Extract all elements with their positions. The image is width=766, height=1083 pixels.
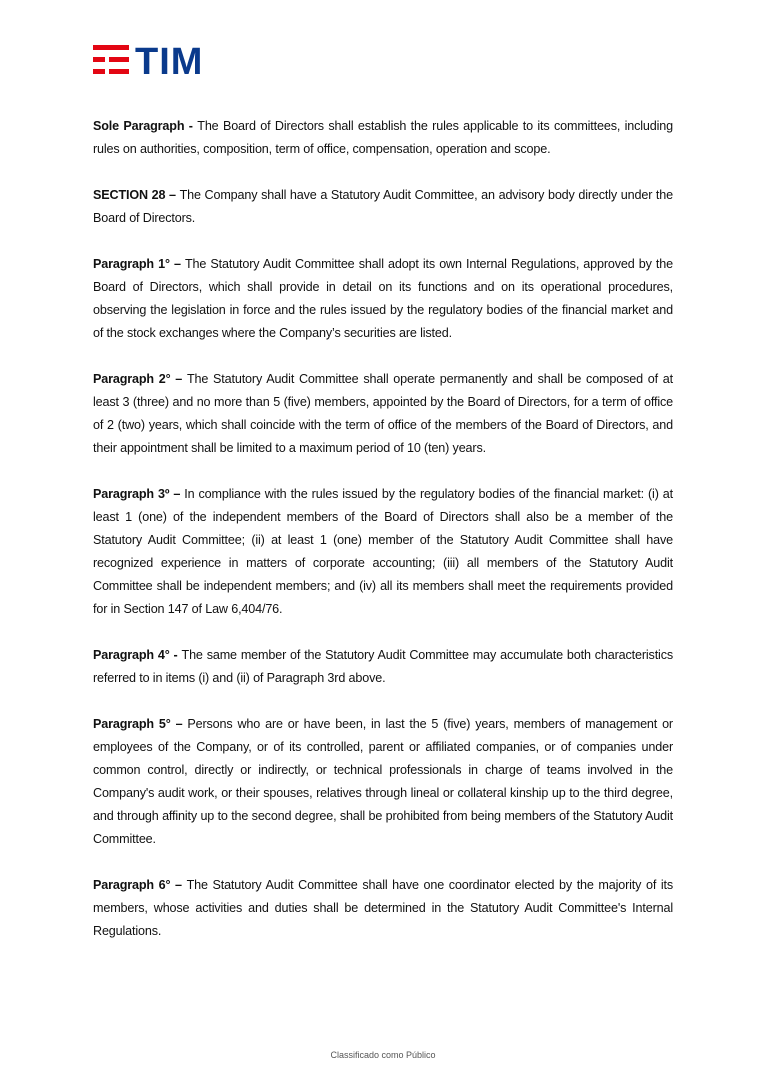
paragraph-label: Paragraph 2° (93, 372, 171, 386)
tim-logo-mark-icon (93, 45, 129, 79)
paragraph-separator: – (169, 257, 185, 271)
paragraph-separator: - (184, 119, 198, 133)
document-body (93, 115, 673, 966)
paragraph-label: Paragraph 4° (93, 648, 170, 662)
tim-logo (93, 41, 204, 83)
paragraph-separator: – (165, 188, 180, 202)
paragraph-separator: – (170, 878, 187, 892)
paragraph-1 (93, 253, 673, 345)
classification-footer: Classificado como Público (330, 1050, 436, 1060)
paragraph-text: The Company shall have a Statutory Audit Committee, an advisory body directly under the Board of Directors. (93, 188, 673, 225)
paragraph-separator: – (169, 487, 185, 501)
paragraph-text: The Statutory Audit Committee shall have one coordinator elected by the majority of its members, whose activities and duties shall be determined in the Statutory Audit Committee's Internal Regulations. (93, 878, 673, 938)
paragraph-separator: - (169, 648, 182, 662)
paragraph-text: The Statutory Audit Committee shall adopt its own Internal Regulations, approved by the Board of Directors, which shall provide in detail on its functions and on its operational procedures, observing the legislation in force and the rules issued by the regulatory bodies of the financial market and of the stock exchanges where the Company’s securities are listed. (93, 257, 673, 340)
paragraph-label: Paragraph 3º (93, 487, 170, 501)
paragraph-label: Paragraph 5° (93, 717, 171, 731)
paragraph-label: Paragraph 1° (93, 257, 170, 271)
paragraph-separator: – (170, 372, 187, 386)
paragraph-label: Paragraph 6° (93, 878, 171, 892)
paragraph-text: The same member of the Statutory Audit Committee may accumulate both characteristics referred to in items (i) and (ii) of Paragraph 3rd above. (93, 648, 673, 685)
paragraph-6 (93, 874, 673, 943)
paragraph-label: SECTION 28 (93, 188, 166, 202)
paragraph-2 (93, 368, 673, 460)
paragraph-5 (93, 713, 673, 851)
paragraph-text: In compliance with the rules issued by the regulatory bodies of the financial market: (i) at least 1 (one) of the independent members of the Board of Directors shall also be a member of the Statutory Audit Committee; (ii) at least 1 (one) member of the Statutory Audit Committee shall have recognized experience in matters of corporate accounting; (iii) all members of the Statutory Audit Committee shall be independent members; and (iv) all its members shall meet the requirements provided for in Section 147 of Law 6,404/76. (93, 487, 673, 616)
paragraph-sole (93, 115, 673, 161)
paragraph-4 (93, 644, 673, 690)
paragraph-separator: – (170, 717, 188, 731)
paragraph-text: The Statutory Audit Committee shall operate permanently and shall be composed of at least 3 (three) and no more than 5 (five) members, appointed by the Board of Directors, for a term of office of 2 (two) years, which shall coincide with the term of office of the members of the Board of Directors, and their appointment shall be limited to a maximum period of 10 (ten) years. (93, 372, 673, 455)
tim-logo-text: TIM (135, 41, 204, 83)
section-28 (93, 184, 673, 230)
paragraph-text: The Board of Directors shall establish the rules applicable to its committees, including rules on authorities, composition, term of office, compensation, operation and scope. (93, 119, 673, 156)
paragraph-text: Persons who are or have been, in last the 5 (five) years, members of management or employees of the Company, or of its controlled, parent or affiliated companies, or of companies under common control, directly or indirectly, or technical professionals in charge of teams involved in the Company's audit work, or their spouses, relatives through lineal or collateral kinship up to the third degree, and through affinity up to the second degree, shall be prohibited from being members of the Statutory Audit Committee. (93, 717, 673, 846)
paragraph-label: Sole Paragraph (93, 119, 185, 133)
paragraph-3 (93, 483, 673, 621)
